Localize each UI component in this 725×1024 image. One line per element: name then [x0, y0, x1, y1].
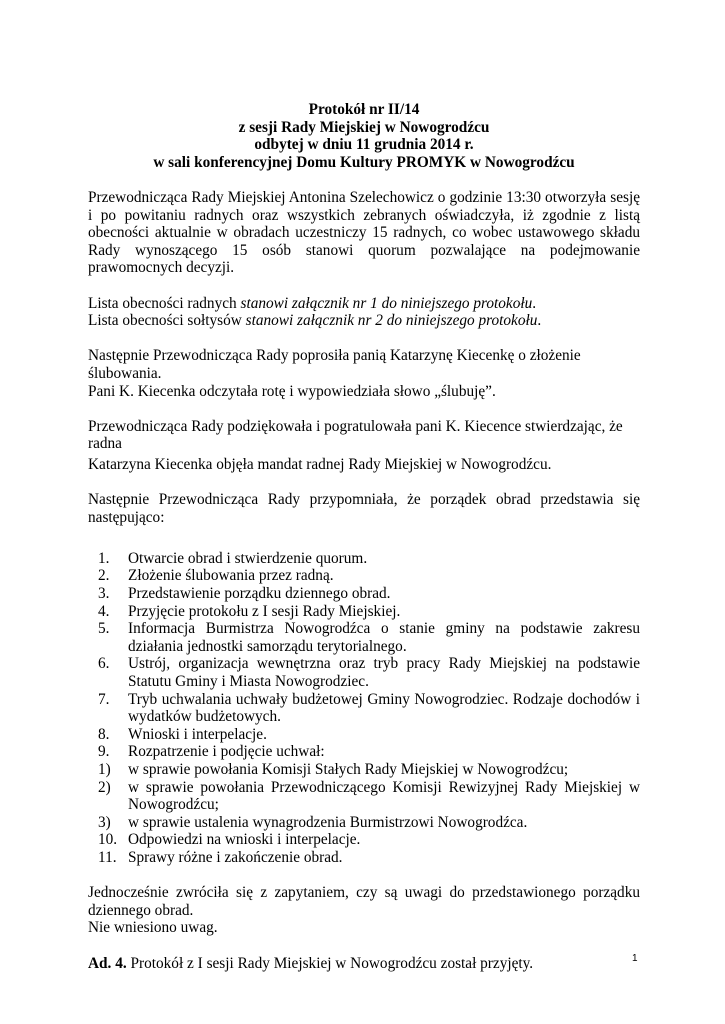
agenda-item	[88, 691, 640, 726]
agenda-item-text: w sprawie powołania Komisji Stałych Rady Miejskiej w Nowogrodźcu;	[128, 760, 569, 778]
agenda-item-number: 7.	[98, 690, 110, 708]
agenda-item	[88, 831, 640, 849]
agenda-item-number: 10.	[98, 831, 118, 849]
agenda-item-text: Rozpatrzenie i podjęcie uchwał:	[128, 743, 325, 761]
agenda-item-text: w sprawie powołania Przewodniczącego Komisji Rewizyjnej Rady Miejskiej w Nowogrodźcu;	[128, 778, 640, 814]
agenda-item-number: 6.	[98, 655, 110, 673]
agenda-item-number: 1)	[98, 760, 111, 778]
attendance-radnych: Lista obecności radnych stanowi załącznik nr 1 do niniejszego protokołu.	[88, 294, 537, 312]
agenda-item-number: 2)	[98, 778, 111, 796]
agenda-item-number: 5.	[98, 620, 110, 638]
agenda-item-text: w sprawie ustalenia wynagrodzenia Burmistrzowi Nowogrodźca.	[128, 813, 528, 831]
title-line-4: w sali konferencyjnej Domu Kultury PROMYK w Nowogrodźcu	[153, 153, 575, 171]
opening-paragraph: Przewodnicząca Rady Miejskiej Antonina Szelechowicz o godzinie 13:30 otworzyła sesję i po powitaniu radnych oraz wszystkich zebranych oświadczyła, iż zgodnie z listą obecności aktualnie w obradach uczestniczy 15 radnych, co wobec ustawowego składu Rady wynoszącego 15 osób stanowi quorum pozwalające na podejmowanie prawomocnych decyzji.	[88, 188, 640, 277]
title-line-3: odbytej w dniu 11 grudnia 2014 r.	[254, 136, 474, 154]
agenda-item-number: 1.	[98, 549, 110, 567]
agenda-item	[88, 814, 640, 832]
agenda-item-number: 4.	[98, 602, 110, 620]
agenda-list	[88, 550, 640, 867]
ad4-label: Ad. 4.	[88, 954, 127, 972]
agenda-item	[88, 655, 640, 690]
ad4-paragraph	[88, 955, 640, 973]
agenda-item-number: 3)	[98, 813, 111, 831]
page-number: 1	[632, 953, 638, 964]
attendance-soltysow: Lista obecności sołtysów stanowi załącznik nr 2 do niniejszego protokołu.	[88, 312, 542, 330]
question-paragraph: Jednocześnie zwróciła się z zapytaniem, czy są uwagi do przedstawionego porządku dziennego obrad.	[88, 884, 640, 919]
agenda-item	[88, 550, 640, 568]
ad4-text: Protokół z I sesji Rady Miejskiej w Nowogrodźcu został przyjęty.	[126, 954, 534, 972]
mandate-paragraph-line-2: Katarzyna Kiecenka objęła mandat radnej Rady Miejskiej w Nowogrodźcu.	[88, 455, 552, 473]
oath-paragraph-line-2: Pani K. Kiecenka odczytała rotę i wypowiedziała słowo „ślubuję”.	[88, 382, 496, 400]
oath-paragraph-line-1: Następnie Przewodnicząca Rady poprosiła panią Katarzynę Kiecenkę o złożenie ślubowania.	[88, 347, 581, 382]
agenda-item	[88, 567, 640, 585]
agenda-item	[88, 620, 640, 655]
agenda-item	[88, 585, 640, 603]
agenda-intro: Następnie Przewodnicząca Rady przypomniała, że porządek obrad przedstawia się następująco:	[88, 491, 640, 526]
mandate-paragraph-line-1: Przewodnicząca Rady podziękowała i pogratulowała pani K. Kiecence stwierdzając, że radna	[88, 417, 623, 453]
agenda-item-text: Informacja Burmistrza Nowogrodźca o stanie gminy na podstawie zakresu działania jednostki samorządu terytorialnego.	[128, 620, 640, 655]
title-line-1: Protokół nr II/14	[308, 101, 420, 118]
agenda-item-number: 2.	[98, 567, 110, 585]
agenda-item-number: 11.	[98, 848, 117, 866]
agenda-item-text: Wnioski i interpelacje.	[128, 725, 267, 743]
agenda-item-number: 9.	[98, 743, 110, 761]
no-remarks: Nie wniesiono uwag.	[88, 919, 218, 937]
agenda-item	[88, 779, 640, 814]
agenda-item-text: Przedstawienie porządku dziennego obrad.	[128, 585, 391, 603]
agenda-item	[88, 761, 640, 779]
agenda-item	[88, 603, 640, 621]
agenda-item	[88, 849, 640, 867]
agenda-item-text: Otwarcie obrad i stwierdzenie quorum.	[128, 549, 368, 567]
agenda-item-text: Odpowiedzi na wnioski i interpelacje.	[128, 831, 361, 849]
title-line-2: z sesji Rady Miejskiej w Nowogrodźcu	[238, 118, 490, 136]
agenda-item-text: Złożenie ślubowania przez radną.	[128, 567, 334, 585]
agenda-item	[88, 726, 640, 744]
agenda-item	[88, 743, 640, 761]
document-title	[88, 101, 640, 171]
agenda-item-number: 3.	[98, 585, 110, 603]
agenda-item-text: Przyjęcie protokołu z I sesji Rady Miejskiej.	[128, 602, 401, 620]
agenda-item-text: Ustrój, organizacja wewnętrzna oraz tryb pracy Rady Miejskiej na podstawie Statutu Gminy i Miasta Nowogrodziec.	[128, 655, 640, 690]
document-body	[88, 101, 640, 972]
agenda-item-text: Sprawy różne i zakończenie obrad.	[128, 848, 343, 866]
agenda-item-text: Tryb uchwalania uchwały budżetowej Gminy Nowogrodziec. Rodzaje dochodów i wydatków budżetowych.	[128, 690, 640, 726]
agenda-item-number: 8.	[98, 725, 110, 743]
